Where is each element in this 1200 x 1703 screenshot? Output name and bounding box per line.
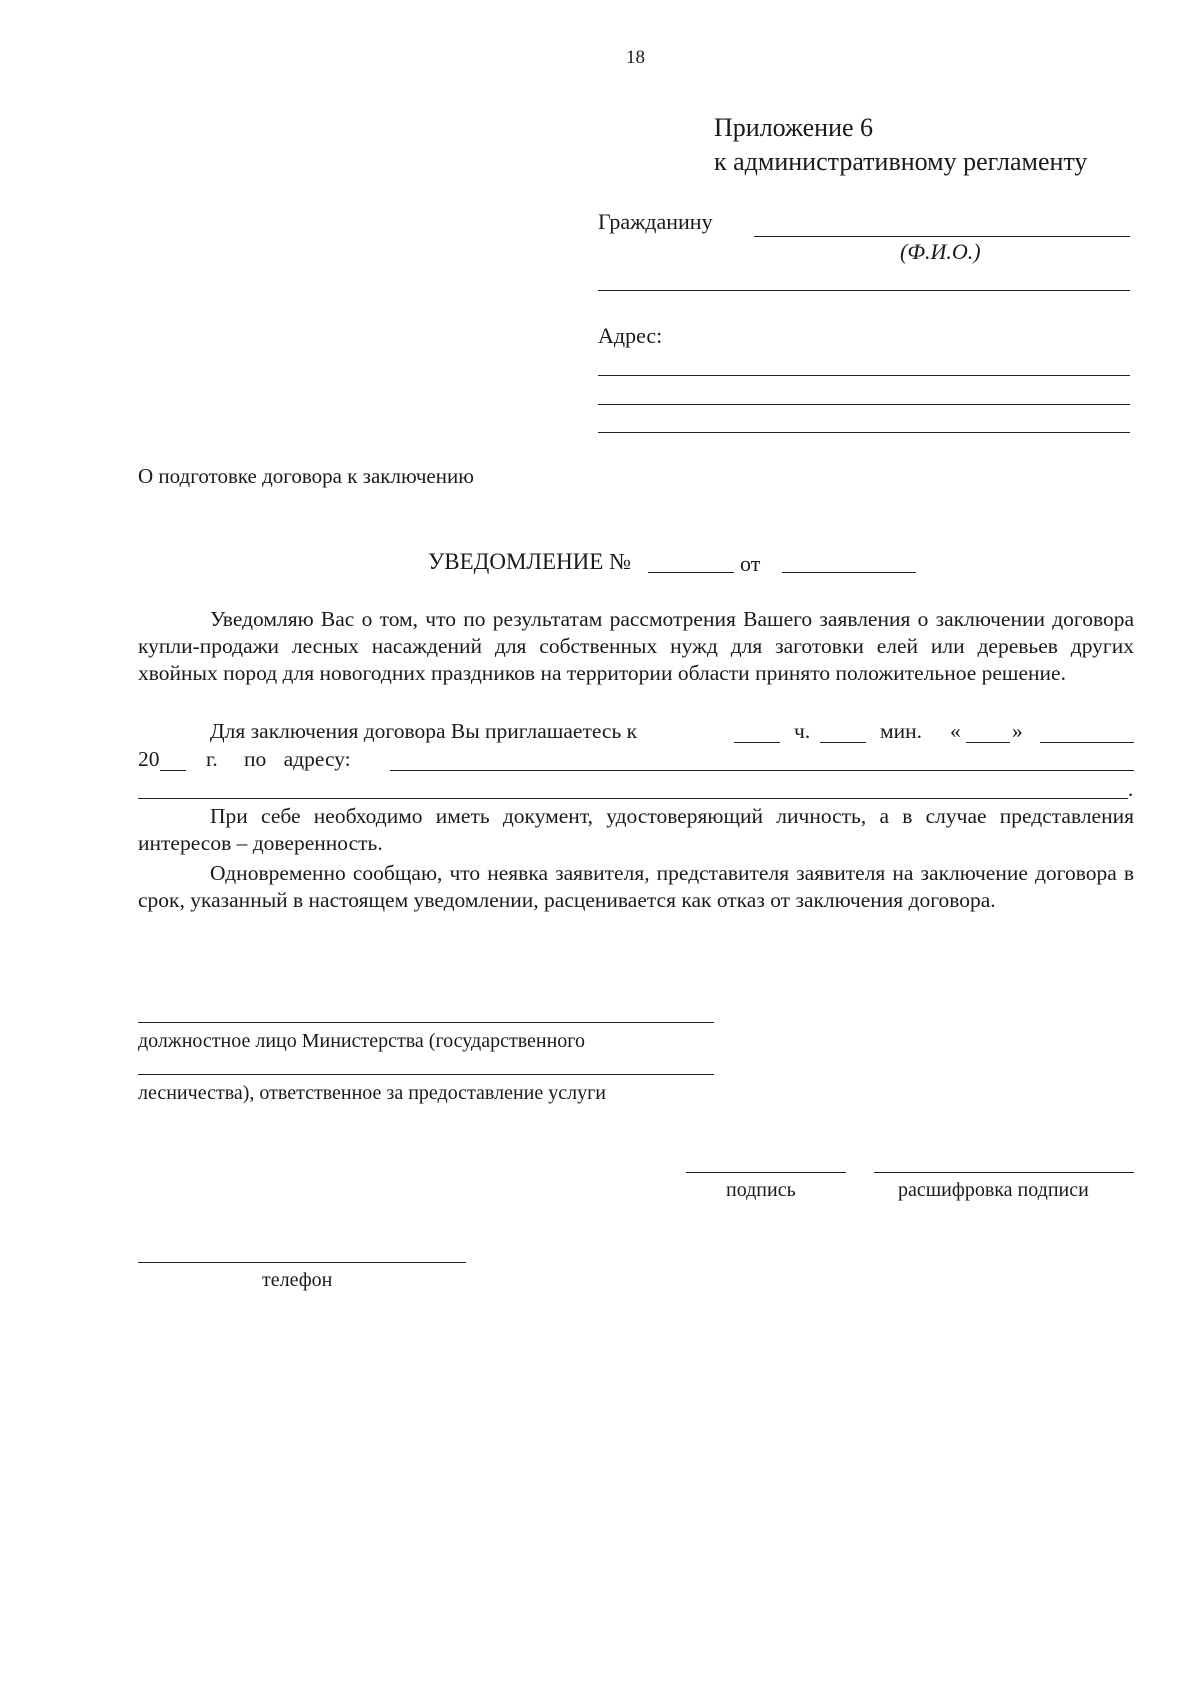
notice-from-label: от xyxy=(740,551,761,576)
signature-decode-label: расшифровка подписи xyxy=(898,1179,1089,1201)
year-line[interactable] xyxy=(160,770,186,771)
paragraph-decision: Уведомляю Вас о том, что по результатам рассмотрения Вашего заявления о заключении договора купли-продажи лесных насаждений для собственных нужд для заготовки елей или деревьев других хвойных пород для новогодних праздников на территории области принято положительное решение. xyxy=(138,607,1134,685)
address-line-1[interactable] xyxy=(598,375,1130,376)
notice-date-line[interactable] xyxy=(782,572,916,573)
subject-line: О подготовке договора к заключению xyxy=(138,464,474,488)
official-caption-1: должностное лицо Министерства (государственного xyxy=(138,1030,586,1052)
meeting-address-line-1[interactable] xyxy=(390,770,1134,771)
minutes-line[interactable] xyxy=(820,742,866,743)
year-prefix: 20 xyxy=(138,747,160,771)
appendix-title: Приложение 6 xyxy=(714,113,874,142)
year-suffix: г. xyxy=(206,747,218,771)
official-caption-2: лесничества), ответственное за предоставление услуги xyxy=(138,1082,607,1104)
signature-label: подпись xyxy=(726,1179,796,1201)
by-address-label: по адресу: xyxy=(244,747,351,771)
official-line-2[interactable] xyxy=(138,1074,714,1075)
appendix-subtitle: к административному регламенту xyxy=(714,147,1088,176)
phone-line[interactable] xyxy=(138,1262,466,1263)
month-line[interactable] xyxy=(1040,742,1134,743)
signature-line[interactable] xyxy=(686,1172,846,1173)
phone-label: телефон xyxy=(262,1269,333,1291)
address-label: Адрес: xyxy=(598,323,663,348)
citizen-label: Гражданину xyxy=(598,209,713,234)
address-period: . xyxy=(1128,777,1134,801)
quote-open: « xyxy=(950,719,961,743)
invite-text: Для заключения договора Вы приглашаетесь к xyxy=(210,719,638,743)
signature-decode-line[interactable] xyxy=(874,1172,1134,1173)
page-number: 18 xyxy=(626,47,645,68)
notice-number-line[interactable] xyxy=(648,572,734,573)
official-line-1[interactable] xyxy=(138,1022,714,1023)
citizen-name-line[interactable] xyxy=(754,236,1130,237)
notice-title: УВЕДОМЛЕНИЕ № xyxy=(428,549,632,574)
hours-label: ч. xyxy=(794,719,811,743)
fio-hint: (Ф.И.О.) xyxy=(900,239,981,264)
quote-close: » xyxy=(1012,719,1023,743)
address-line-2[interactable] xyxy=(598,404,1130,405)
address-line-3[interactable] xyxy=(598,432,1130,433)
minutes-label: мин. xyxy=(880,719,922,743)
paragraph-warning: Одновременно сообщаю, что неявка заявителя, представителя заявителя на заключение договора в срок, указанный в настоящем уведомлении, расценивается как отказ от заключения договора. xyxy=(138,861,1134,912)
citizen-name-line-2[interactable] xyxy=(598,290,1130,291)
paragraph-documents: При себе необходимо иметь документ, удостоверяющий личность, а в случае представления интересов – доверенность. xyxy=(138,804,1134,855)
meeting-address-line-2[interactable] xyxy=(138,798,1128,799)
day-line[interactable] xyxy=(966,742,1010,743)
hours-line[interactable] xyxy=(734,742,780,743)
